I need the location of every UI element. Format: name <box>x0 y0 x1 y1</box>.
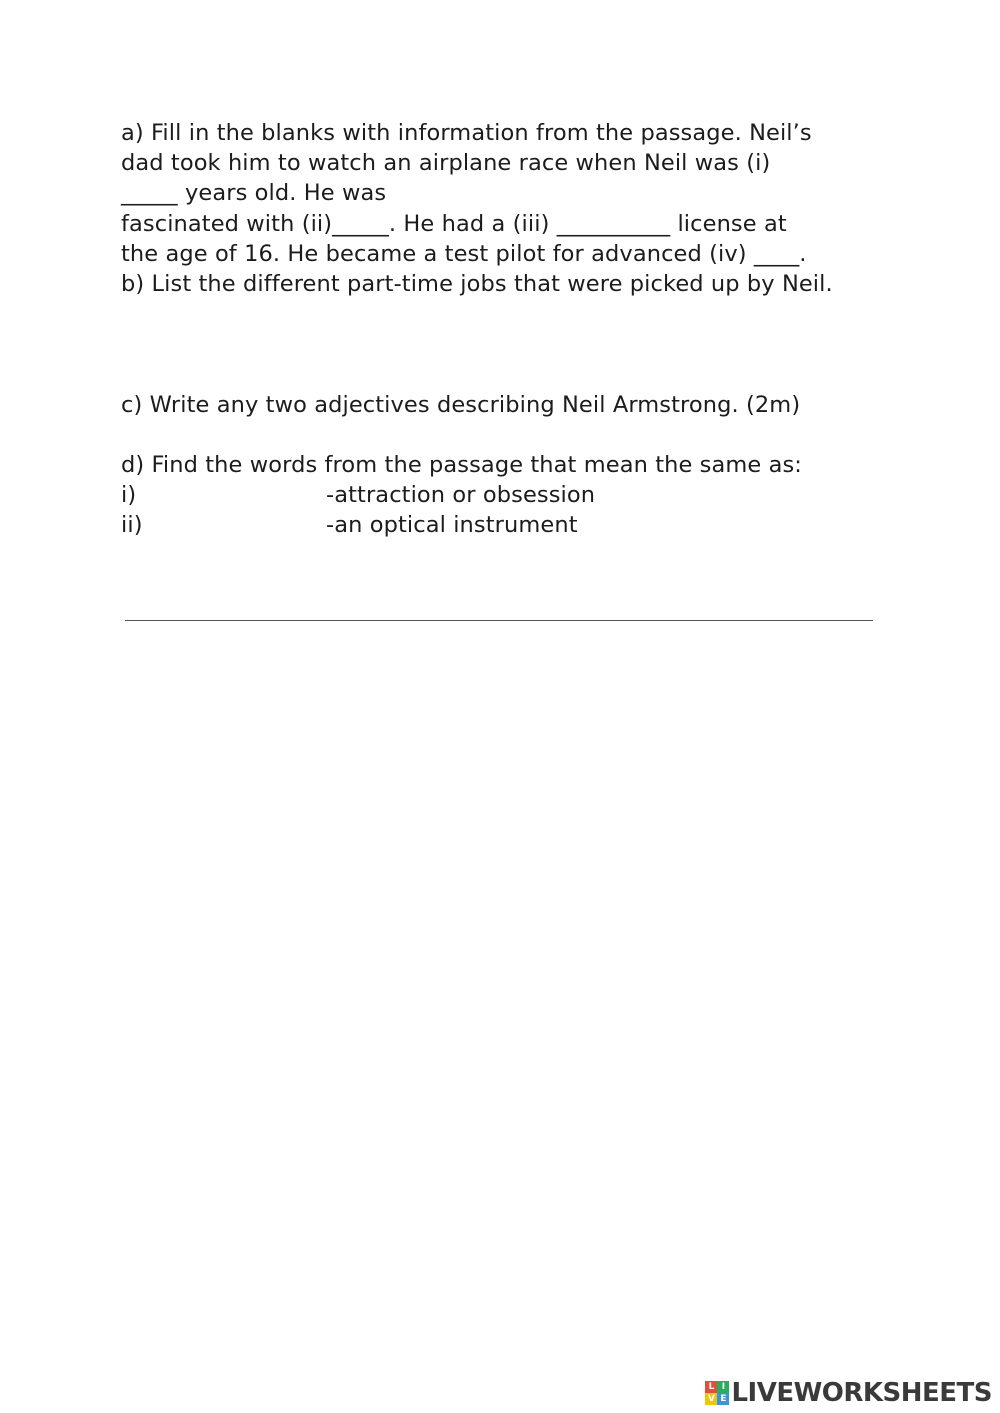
liveworksheets-logo-icon <box>705 1381 729 1405</box>
definition-row-2 <box>121 510 891 540</box>
question-b: b) List the different part-time jobs that were picked up by Neil. <box>121 270 833 297</box>
definition-text: -attraction or obsession <box>326 482 596 509</box>
question-a-line-5: the age of 16. He became a test pilot for advanced (iv) ____. <box>121 240 807 267</box>
brand-name: LIVEWORKSHEETS <box>731 1378 992 1408</box>
definition-number: i) <box>121 482 137 509</box>
question-a-line-2: dad took him to watch an airplane race when Neil was (i) <box>121 150 771 177</box>
definition-text: -an optical instrument <box>326 512 578 539</box>
question-a-line-4: fascinated with (ii)_____. He had a (iii) __________ license at <box>121 210 787 237</box>
logo-letter-e: E <box>717 1393 729 1405</box>
question-c: c) Write any two adjectives describing Neil Armstrong. (2m) <box>121 391 801 418</box>
liveworksheets-brand <box>705 1379 992 1407</box>
question-d-prompt: d) Find the words from the passage that mean the same as: <box>121 452 802 479</box>
definition-number: ii) <box>121 512 143 539</box>
answer-space-b <box>121 299 891 359</box>
spacer <box>121 360 891 390</box>
answer-divider-line <box>125 620 873 621</box>
answer-space-c <box>121 420 891 450</box>
logo-letter-v: V <box>705 1393 717 1405</box>
logo-letter-l: L <box>705 1381 717 1393</box>
logo-letter-i: I <box>717 1381 729 1393</box>
question-a-line-1: a) Fill in the blanks with information from the passage. Neil’s <box>121 120 812 146</box>
definition-row-1 <box>121 480 891 510</box>
worksheet-content <box>121 118 891 541</box>
question-a-line-3: _____ years old. He was <box>121 180 387 207</box>
